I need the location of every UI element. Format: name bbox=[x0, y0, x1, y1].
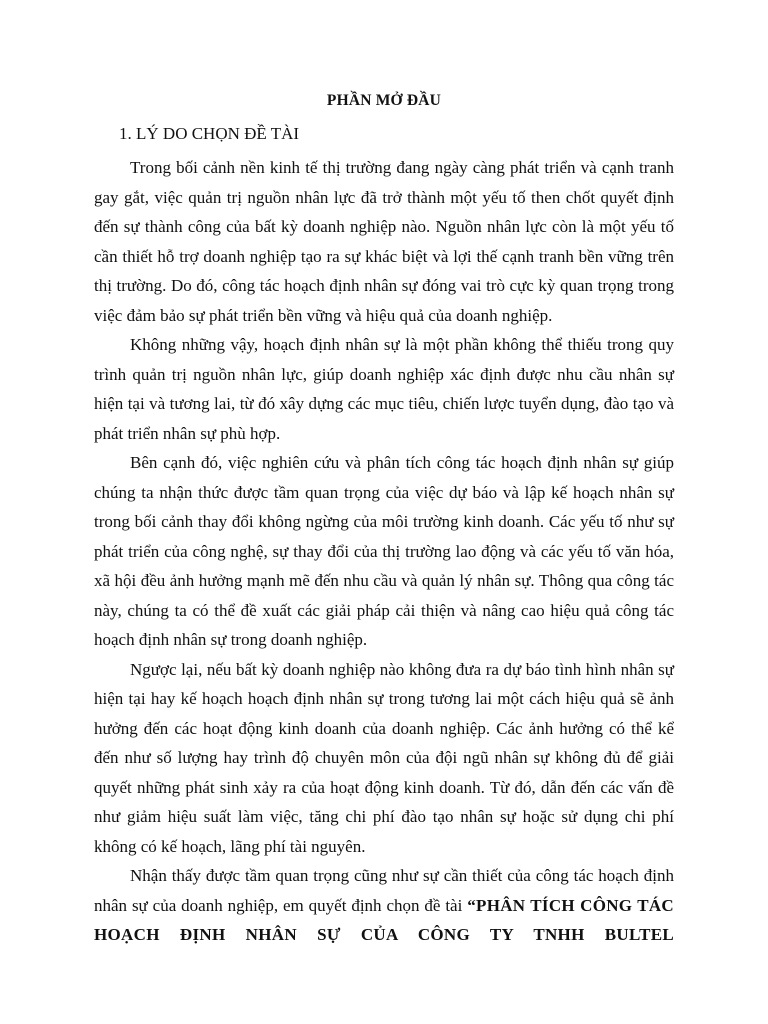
thesis-topic-title: “PHÂN TÍCH CÔNG TÁC HOẠCH ĐỊNH NHÂN SỰ CỦA CÔNG TY TNHH BULTEL bbox=[94, 895, 674, 944]
paragraph-5-text: Nhận thấy được tầm quan trọng cũng như sự cần thiết của công tác hoạch định nhân sự của doanh nghiệp, em quyết định chọn đề tài bbox=[94, 866, 674, 915]
paragraph-4: Ngược lại, nếu bất kỳ doanh nghiệp nào không đưa ra dự báo tình hình nhân sự hiện tại hay kế hoạch hoạch định nhân sự trong tương lai một cách hiệu quả sẽ ảnh hưởng đến các hoạt động kinh doanh của doanh nghiệp. Các ảnh hưởng có thể kể đến như số lượng hay trình độ chuyên môn của đội ngũ nhân sự không đủ để giải quyết những phát sinh xảy ra của hoạt động kinh doanh. Từ đó, dẫn đến các vấn đề như giảm hiệu suất làm việc, tăng chi phí đào tạo nhân sự hoặc sử dụng chi phí không có kế hoạch, lãng phí tài nguyên. bbox=[94, 659, 674, 856]
page-heading: PHẦN MỞ ĐẦU bbox=[326, 92, 442, 109]
paragraph-3: Bên cạnh đó, việc nghiên cứu và phân tích công tác hoạch định nhân sự giúp chúng ta nhận thức được tầm quan trọng của việc dự báo và lập kế hoạch nhân sự trong bối cảnh thay đổi không ngừng của môi trường kinh doanh. Các yếu tố như sự phát triển của công nghệ, sự thay đổi của thị trường lao động và các yếu tố văn hóa, xã hội đều ảnh hưởng mạnh mẽ đến nhu cầu và quản lý nhân sự. Thông qua công tác này, chúng ta có thể đề xuất các giải pháp cải thiện và nâng cao hiệu quả công tác hoạch định nhân sự trong doanh nghiệp. bbox=[94, 453, 674, 649]
paragraph-2: Không những vậy, hoạch định nhân sự là một phần không thể thiếu trong quy trình quản trị nguồn nhân lực, giúp doanh nghiệp xác định được nhu cầu nhân sự hiện tại và tương lai, từ đó xây dựng các mục tiêu, chiến lược tuyển dụng, đào tạo và phát triển nhân sự phù hợp. bbox=[94, 335, 674, 443]
paragraph-5 bbox=[94, 861, 674, 950]
section-title: 1. LÝ DO CHỌN ĐỀ TÀI bbox=[119, 124, 300, 143]
paragraph-1: Trong bối cảnh nền kinh tế thị trường đang ngày càng phát triển và cạnh tranh gay gắt, việc quản trị nguồn nhân lực đã trở thành một yếu tố then chốt quyết định đến sự thành công của bất kỳ doanh nghiệp nào. Nguồn nhân lực còn là một yếu tố cần thiết hỗ trợ doanh nghiệp tạo ra sự khác biệt và lợi thế cạnh tranh bền vững trên thị trường. Do đó, công tác hoạch định nhân sự đóng vai trò cực kỳ quan trọng trong việc đảm bảo sự phát triển bền vững và hiệu quả của doanh nghiệp. bbox=[94, 158, 674, 325]
